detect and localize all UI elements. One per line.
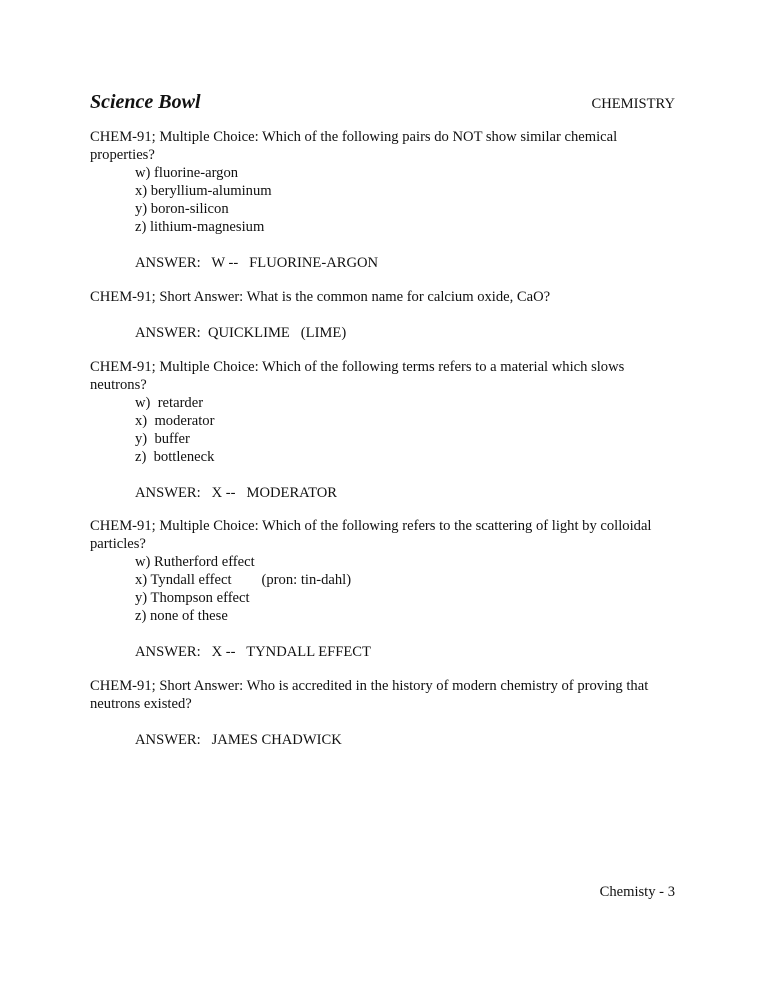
choice-x: x) moderator [135, 413, 215, 429]
choice-list [90, 394, 680, 466]
question-text: CHEM-91; Short Answer: What is the common name for calcium oxide, CaO? [90, 289, 551, 305]
choice-list [90, 553, 680, 625]
choice-z: z) lithium-magnesium [135, 219, 265, 235]
document-title: Science Bowl [90, 91, 201, 113]
question-text: CHEM-91; Multiple Choice: Which of the following pairs do NOT show similar chemical properties? [90, 129, 618, 163]
choice-y: y) buffer [135, 431, 190, 447]
choice-w: w) retarder [135, 395, 204, 411]
choice-list [90, 164, 680, 236]
choice-x-row [135, 571, 680, 589]
answer: ANSWER: X -- TYNDALL EFFECT [135, 644, 371, 660]
choice-y: y) Thompson effect [135, 590, 250, 606]
choice-w: w) Rutherford effect [135, 554, 255, 570]
choice-x: x) beryllium-aluminum [135, 183, 272, 199]
question-text: CHEM-91; Multiple Choice: Which of the following terms refers to a material which slows neutrons? [90, 359, 625, 393]
answer: ANSWER: W -- FLUORINE-ARGON [135, 255, 379, 271]
choice-w: w) fluorine-argon [135, 165, 239, 181]
choice-z: z) bottleneck [135, 449, 215, 465]
answer: ANSWER: JAMES CHADWICK [135, 732, 342, 748]
page-footer: Chemisty - 3 [599, 884, 675, 900]
question-text: CHEM-91; Short Answer: Who is accredited in the history of modern chemistry of proving that neutrons existed? [90, 678, 649, 712]
choice-y: y) boron-silicon [135, 201, 229, 217]
question-text: CHEM-91; Multiple Choice: Which of the following refers to the scattering of light by colloidal particles? [90, 518, 652, 552]
question-4 [90, 517, 680, 661]
answer: ANSWER: X -- MODERATOR [135, 485, 338, 501]
choice-x: x) Tyndall effect [135, 572, 232, 588]
question-2 [90, 288, 680, 342]
pronunciation-note: (pron: tin-dahl) [261, 572, 352, 588]
question-5 [90, 677, 680, 749]
question-1 [90, 128, 680, 272]
answer: ANSWER: QUICKLIME (LIME) [135, 325, 347, 341]
question-3 [90, 358, 680, 502]
choice-z: z) none of these [135, 608, 228, 624]
subject-label: CHEMISTRY [591, 96, 675, 112]
